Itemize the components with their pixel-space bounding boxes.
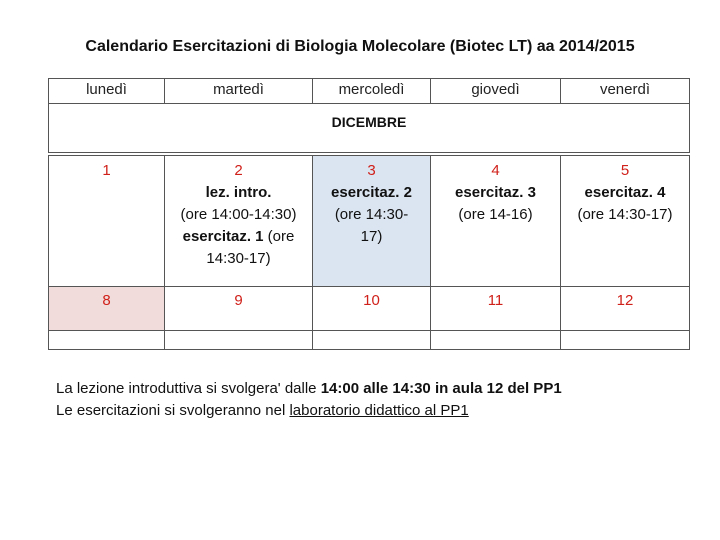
day-cell-4 xyxy=(431,156,561,287)
note-location: laboratorio didattico al PP1 xyxy=(289,402,469,419)
note-text: Le esercitazioni si svolgeranno nel xyxy=(56,402,290,419)
event-time: (ore 14-16) xyxy=(458,206,533,223)
event-time: 17) xyxy=(360,228,383,245)
day-cell-8 xyxy=(49,287,165,331)
weekday-tuesday: martedì xyxy=(165,79,313,104)
day-number: 11 xyxy=(487,292,504,309)
day-cell-9 xyxy=(165,287,313,331)
calendar-table xyxy=(48,78,690,350)
notes xyxy=(56,378,562,422)
event-title: esercitaz. 3 xyxy=(455,184,536,201)
month-label: DICEMBRE xyxy=(49,104,690,153)
note-exercises xyxy=(56,400,562,422)
event-title: esercitaz. 2 xyxy=(331,184,412,201)
weekday-thursday: giovedì xyxy=(431,79,561,104)
day-number: 3 xyxy=(367,162,376,179)
day-cell-2 xyxy=(165,156,313,287)
empty-cell xyxy=(561,331,690,350)
day-number: 12 xyxy=(616,292,634,309)
week-row-3 xyxy=(49,331,690,350)
empty-cell xyxy=(49,331,165,350)
empty-cell xyxy=(165,331,313,350)
day-cell-1 xyxy=(49,156,165,287)
day-number: 2 xyxy=(234,162,243,179)
event-time: (ore xyxy=(263,228,295,245)
day-cell-5 xyxy=(561,156,690,287)
month-row xyxy=(49,104,690,153)
event-time: 14:30-17) xyxy=(206,250,271,267)
empty-cell xyxy=(431,331,561,350)
note-highlight: 14:00 alle 14:30 in aula 12 del PP1 xyxy=(320,380,562,397)
note-text: La lezione introduttiva si svolgera' dalle xyxy=(56,380,321,397)
weekday-monday: lunedì xyxy=(49,79,165,104)
day-number: 8 xyxy=(102,292,111,309)
event-time: (ore 14:30-17) xyxy=(577,206,673,223)
empty-cell xyxy=(313,331,431,350)
weekday-friday: venerdì xyxy=(561,79,690,104)
day-cell-3 xyxy=(313,156,431,287)
page-title: Calendario Esercitazioni di Biologia Molecolare (Biotec LT) aa 2014/2015 xyxy=(85,38,635,55)
event-title: esercitaz. 1 xyxy=(182,228,264,245)
day-cell-12 xyxy=(561,287,690,331)
day-cell-11 xyxy=(431,287,561,331)
week-row-1 xyxy=(49,156,690,287)
event-title: esercitaz. 4 xyxy=(584,184,666,201)
event-time: (ore 14:00-14:30) xyxy=(180,206,297,223)
day-cell-10 xyxy=(313,287,431,331)
event-title: lez. intro. xyxy=(205,184,272,201)
weekday-wednesday: mercoledì xyxy=(313,79,431,104)
day-number: 10 xyxy=(363,292,380,309)
day-number: 5 xyxy=(620,162,630,179)
event-detail xyxy=(165,226,312,248)
day-number: 1 xyxy=(102,162,111,179)
week-row-2 xyxy=(49,287,690,331)
day-number: 4 xyxy=(491,162,500,179)
note-intro-lecture xyxy=(56,378,562,400)
day-number: 9 xyxy=(234,292,243,309)
event-time: (ore 14:30- xyxy=(334,206,409,223)
weekday-header-row xyxy=(49,79,690,104)
